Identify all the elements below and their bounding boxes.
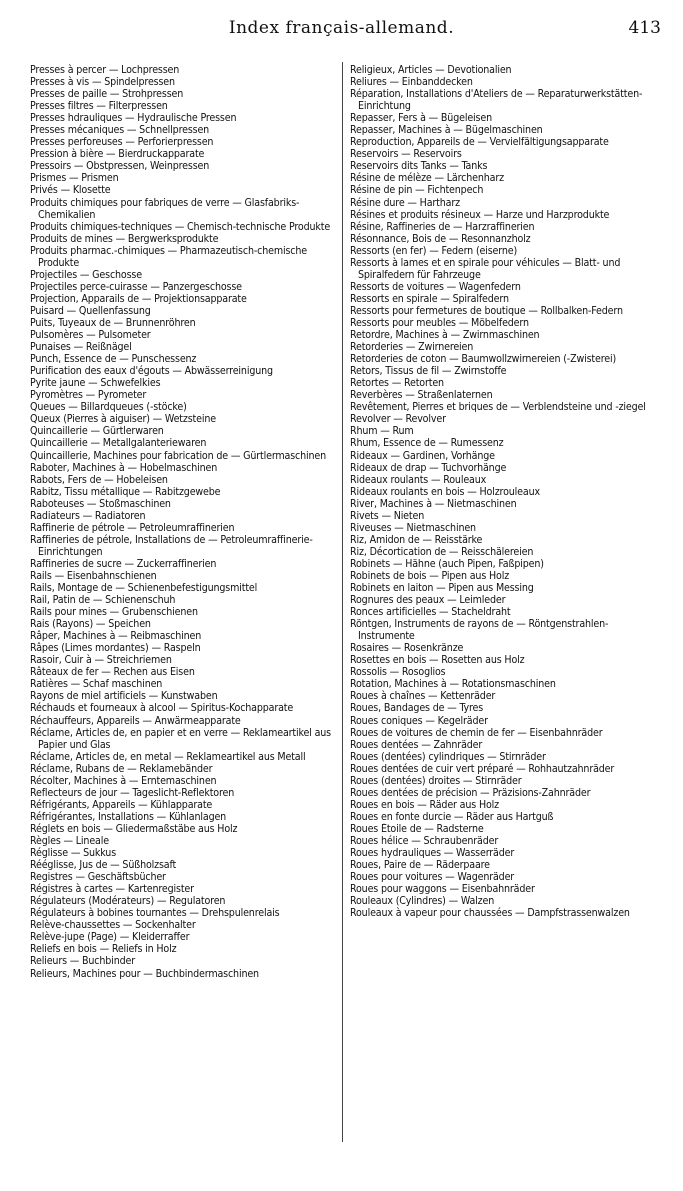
index-entry: Roues dentées — Zahnräder — [350, 738, 483, 751]
index-entry: Pyromètres — Pyrometer — [30, 389, 147, 402]
column-divider — [342, 62, 343, 1142]
index-entry: Roues, Paire de — Räderpaare — [350, 859, 490, 872]
index-entry: Ressorts à lames et en spirale pour véhicules — Blatt- und Spiralfedern für Fahrzeuge — [350, 256, 621, 281]
index-entry: Produits chimiques pour fabriques de verre — Glasfabriks-Chemikalien — [30, 196, 300, 221]
index-entry: Résines et produits résineux — Harze und Harzprodukte — [350, 208, 610, 221]
index-entry: Rideaux roulants en bois — Holzrouleaux — [350, 485, 540, 498]
index-entry: Régistres à cartes — Kartenregister — [30, 883, 194, 896]
page-header — [0, 18, 683, 44]
index-entry: Roues dentées de cuir vert préparé — Rohhautzahnräder — [350, 762, 615, 775]
index-entry: Pulsomères — Pulsometer — [30, 329, 151, 342]
left-column — [30, 64, 338, 980]
index-entry: Purification des eaux d'égouts — Abwässerreinigung — [30, 365, 273, 378]
index-entry: Rasoir, Cuir à — Streichriemen — [30, 654, 172, 667]
index-entry: Rognures des peaux — Leimleder — [350, 594, 506, 607]
index-entry: Quincaillerie — Metallgalanteriewaren — [30, 437, 207, 450]
index-entry: Réclame, Articles de, en papier et en verre — Reklameartikel aus Papier und Glas — [30, 726, 331, 751]
index-entry: Presses à percer — Lochpressen — [30, 64, 180, 76]
index-entry: Réchauffeurs, Appareils — Anwärmeapparate — [30, 714, 241, 727]
index-entry: Résine dure — Hartharz — [350, 196, 460, 209]
index-entry: Rossolis — Rosoglios — [350, 666, 446, 679]
index-entry: Raffineries de sucre — Zuckerraffinerien — [30, 557, 217, 570]
index-entry: Roues coniques — Kegelräder — [350, 714, 488, 727]
index-entry: Rouleaux à vapeur pour chaussées — Dampfstrassenwalzen — [350, 907, 630, 920]
index-entry: Riz, Décortication de — Reisschälereien — [350, 545, 534, 558]
index-entry: Quincaillerie — Gürtlerwaren — [30, 425, 164, 438]
index-entry: Riveuses — Nietmaschinen — [350, 521, 476, 534]
index-entry: Rosaires — Rosenkränze — [350, 642, 464, 655]
index-entry: Réparation, Installations d'Ateliers de — Reparaturwerkstätten-Einrichtung — [350, 88, 643, 113]
index-entry: Roues à chaînes — Kettenräder — [350, 690, 496, 703]
index-entry: Presses mécaniques — Schnellpressen — [30, 124, 210, 137]
index-entry: Roues (dentées) droites — Stirnräder — [350, 774, 522, 787]
index-entry: Rabitz, Tissu métallique — Rabitzgewebe — [30, 485, 221, 498]
index-entry: Rideaux de drap — Tuchvorhänge — [350, 461, 507, 474]
index-entry: Rails, Montage de — Schienenbefestigungsmittel — [30, 582, 258, 595]
index-entry: Relève-jupe (Page) — Kleiderraffer — [30, 931, 190, 944]
index-entry: Robinets de bois — Pipen aus Holz — [350, 569, 510, 582]
index-entry: Rosettes en bois — Rosetten aus Holz — [350, 654, 525, 667]
index-entry: Rouleaux (Cylindres) — Walzen — [350, 895, 495, 908]
index-entry: Pressoirs — Obstpressen, Weinpressen — [30, 160, 210, 173]
index-entry: Reverbères — Straßenlaternen — [350, 389, 493, 402]
index-entry: Punaises — Reißnägel — [30, 341, 132, 354]
index-entry: Ressorts en spirale — Spiralfedern — [350, 292, 509, 305]
index-entry: Rotation, Machines à — Rotationsmaschinen — [350, 678, 556, 691]
index-entry: Retordre, Machines à — Zwirnmaschinen — [350, 329, 540, 342]
index-entry: Roues (dentées) cylindriques — Stirnräder — [350, 750, 546, 763]
index-entry: Raboter, Machines à — Hobelmaschinen — [30, 461, 218, 474]
index-entry: Queues — Billardqueues (-stöcke) — [30, 401, 187, 414]
index-entry: Presses filtres — Filterpressen — [30, 100, 168, 113]
index-entry: Ratières — Schaf maschinen — [30, 678, 163, 691]
index-entry: Repasser, Machines à — Bügelmaschinen — [350, 124, 543, 137]
index-entry: Projectiles perce-cuirasse — Panzergeschosse — [30, 280, 242, 293]
index-entry: Rideaux roulants — Rouleaux — [350, 473, 487, 486]
index-entry: Retortes — Retorten — [350, 377, 444, 390]
index-entry: Roues de voitures de chemin de fer — Eisenbahnräder — [350, 726, 603, 739]
index-entry: Robinets — Hähne (auch Pipen, Faßpipen) — [350, 557, 544, 570]
index-entry: Roues en fonte durcie — Räder aus Hartguß — [350, 810, 554, 823]
index-entry: Raffinerie de pétrole — Petroleumraffinerien — [30, 521, 235, 534]
index-entry: Produits de mines — Bergwerksprodukte — [30, 232, 219, 245]
index-entry: Privés — Klosette — [30, 184, 111, 197]
index-entry: Régulateurs à bobines tournantes — Drehspulenrelais — [30, 907, 280, 920]
index-entry: Presses de paille — Strohpressen — [30, 88, 184, 101]
index-entry: Rivets — Nieten — [350, 509, 425, 522]
index-entry: Röntgen, Instruments de rayons de — Röntgenstrahlen-Instrumente — [350, 618, 609, 643]
index-entry: Roues pour waggons — Eisenbahnräder — [350, 883, 535, 896]
index-entry: Raffineries de pétrole, Installations de — Petroleumraffinerie-Einrichtungen — [30, 533, 313, 558]
index-entry: Presses hdrauliques — Hydraulische Pressen — [30, 112, 237, 125]
index-entry: Retors, Tissus de fil — Zwirnstoffe — [350, 365, 507, 378]
index-entry: Ressorts pour fermetures de boutique — Rollbalken-Federn — [350, 304, 623, 317]
index-entry: Réclame, Rubans de — Reklamebänder — [30, 762, 213, 775]
index-entry: Roues hydrauliques — Wasserräder — [350, 847, 515, 860]
right-column — [350, 64, 660, 919]
index-entry: Reproduction, Appareils de — Vervielfältigungsapparate — [350, 136, 609, 149]
index-entry: Résine, Raffineries de — Harzraffinerien — [350, 220, 535, 233]
index-entry: Relieurs — Buchbinder — [30, 955, 135, 968]
index-entry: Religieux, Articles — Devotionalien — [350, 64, 512, 76]
index-entry: Ressorts de voitures — Wagenfedern — [350, 280, 521, 293]
index-entry: Pyrite jaune — Schwefelkies — [30, 377, 161, 390]
index-entry: Résine de pin — Fichtenpech — [350, 184, 484, 197]
page-number: 413 — [628, 18, 661, 38]
index-entry: Rails — Eisenbahnschienen — [30, 569, 157, 582]
index-entry: Roues pour voitures — Wagenräder — [350, 871, 515, 884]
index-entry: Rails pour mines — Grubenschienen — [30, 606, 198, 619]
index-entry: Réclame, Articles de, en metal — Reklameartikel aus Metall — [30, 750, 306, 763]
index-entry: Roues dentées de précision — Präzisions-Zahnräder — [350, 786, 591, 799]
index-entry: Résonnance, Bois de — Resonnanzholz — [350, 232, 531, 245]
index-entry: Reservoirs — Reservoirs — [350, 148, 462, 161]
index-entry: Râper, Machines à — Reibmaschinen — [30, 630, 202, 643]
index-entry: Repasser, Fers à — Bügeleisen — [350, 112, 492, 125]
index-entry: Puisard — Quellenfassung — [30, 304, 151, 317]
index-entry: Projectiles — Geschosse — [30, 268, 142, 281]
index-entry: Reliures — Einbanddecken — [350, 76, 473, 89]
index-entry: Résine de mélèze — Lärchenharz — [350, 172, 504, 185]
index-entry: Revolver — Revolver — [350, 413, 446, 426]
index-entry: Relève-chaussettes — Sockenhalter — [30, 919, 196, 932]
index-entry: Roues en bois — Räder aus Holz — [350, 798, 500, 811]
index-entry: Rail, Patin de — Schienenschuh — [30, 594, 176, 607]
index-entry: Projection, Apparails de — Projektionsapparate — [30, 292, 247, 305]
index-entry: Rhum — Rum — [350, 425, 414, 438]
page-title: Index français-allemand. — [228, 18, 455, 38]
index-entry: Réchauds et fourneaux à alcool — Spiritus-Kochapparate — [30, 702, 294, 715]
index-entry: Registres — Geschäftsbücher — [30, 871, 166, 884]
index-entry: Produits chimiques-techniques — Chemisch-technische Produkte — [30, 220, 331, 233]
index-entry: Retorderies — Zwirnereien — [350, 341, 474, 354]
index-entry: Revêtement, Pierres et briques de — Verblendsteine und -ziegel — [350, 401, 646, 414]
index-entry: Réglets en bois — Gliedermaßstäbe aus Holz — [30, 822, 238, 835]
index-entry: Ronces artificielles — Stacheldraht — [350, 606, 511, 619]
index-entry: Rabots, Fers de — Hobeleisen — [30, 473, 168, 486]
index-entry: Réfrigérants, Appareils — Kühlapparate — [30, 798, 213, 811]
index-entry: Queux (Pierres à aiguiser) — Wetzsteine — [30, 413, 216, 426]
index-entry: Râteaux de fer — Rechen aus Eisen — [30, 666, 195, 679]
index-entry: Pression à bière — Bierdruckapparate — [30, 148, 205, 161]
index-entry: Raboteuses — Stoßmaschinen — [30, 497, 171, 510]
index-entry: Rééglisse, Jus de — Süßholzsaft — [30, 859, 177, 872]
index-entry: Retorderies de coton — Baumwollzwirnereien (-Zwisterei) — [350, 353, 617, 366]
index-entry: Quincaillerie, Machines pour fabrication de — Gürtlermaschinen — [30, 449, 327, 462]
index-entry: Produits pharmac.-chimiques — Pharmazeutisch-chemische Produkte — [30, 244, 307, 269]
index-entry: Robinets en laiton — Pipen aus Messing — [350, 582, 534, 595]
index-entry: Réglisse — Sukkus — [30, 847, 117, 860]
index-entry: Riz, Amidon de — Reisstärke — [350, 533, 483, 546]
index-entry: Rais (Rayons) — Speichen — [30, 618, 151, 631]
index-entry: River, Machines à — Nietmaschinen — [350, 497, 517, 510]
index-entry: Relieurs, Machines pour — Buchbindermaschinen — [30, 967, 259, 980]
index-entry: Presses perforeuses — Perforierpressen — [30, 136, 214, 149]
index-entry: Râpes (Limes mordantes) — Raspeln — [30, 642, 201, 655]
index-entry: Roues Étoile de — Radsterne — [350, 822, 484, 835]
index-entry: Punch, Essence de — Punschessenz — [30, 353, 197, 366]
index-entry: Règles — Lineale — [30, 835, 109, 847]
index-entry: Reflecteurs de jour — Tageslicht-Reflektoren — [30, 786, 235, 799]
index-entry: Roues hélice — Schraubenräder — [350, 835, 499, 847]
index-entry: Puits, Tuyeaux de — Brunnenröhren — [30, 316, 196, 329]
index-entry: Ressorts pour meubles — Möbelfedern — [350, 316, 529, 329]
index-entry: Réfrigérantes, Installations — Kühlanlagen — [30, 810, 227, 823]
index-entry: Récolter, Machines à — Erntemaschinen — [30, 774, 217, 787]
index-entry: Rayons de miel artificiels — Kunstwaben — [30, 690, 218, 703]
index-entry: Rideaux — Gardinen, Vorhänge — [350, 449, 495, 462]
index-entry: Ressorts (en fer) — Federn (eiserne) — [350, 244, 518, 257]
index-entry: Radiateurs — Radiatoren — [30, 509, 146, 522]
index-entry: Reliefs en bois — Reliefs in Holz — [30, 943, 177, 956]
index-entry: Rhum, Essence de — Rumessenz — [350, 437, 504, 450]
index-entry: Régulateurs (Modérateurs) — Regulatoren — [30, 895, 226, 908]
index-entry: Prismes — Prismen — [30, 172, 119, 185]
index-entry: Presses à vis — Spindelpressen — [30, 76, 175, 89]
index-entry: Reservoirs dits Tanks — Tanks — [350, 160, 488, 173]
index-entry: Roues, Bandages de — Tyres — [350, 702, 484, 715]
